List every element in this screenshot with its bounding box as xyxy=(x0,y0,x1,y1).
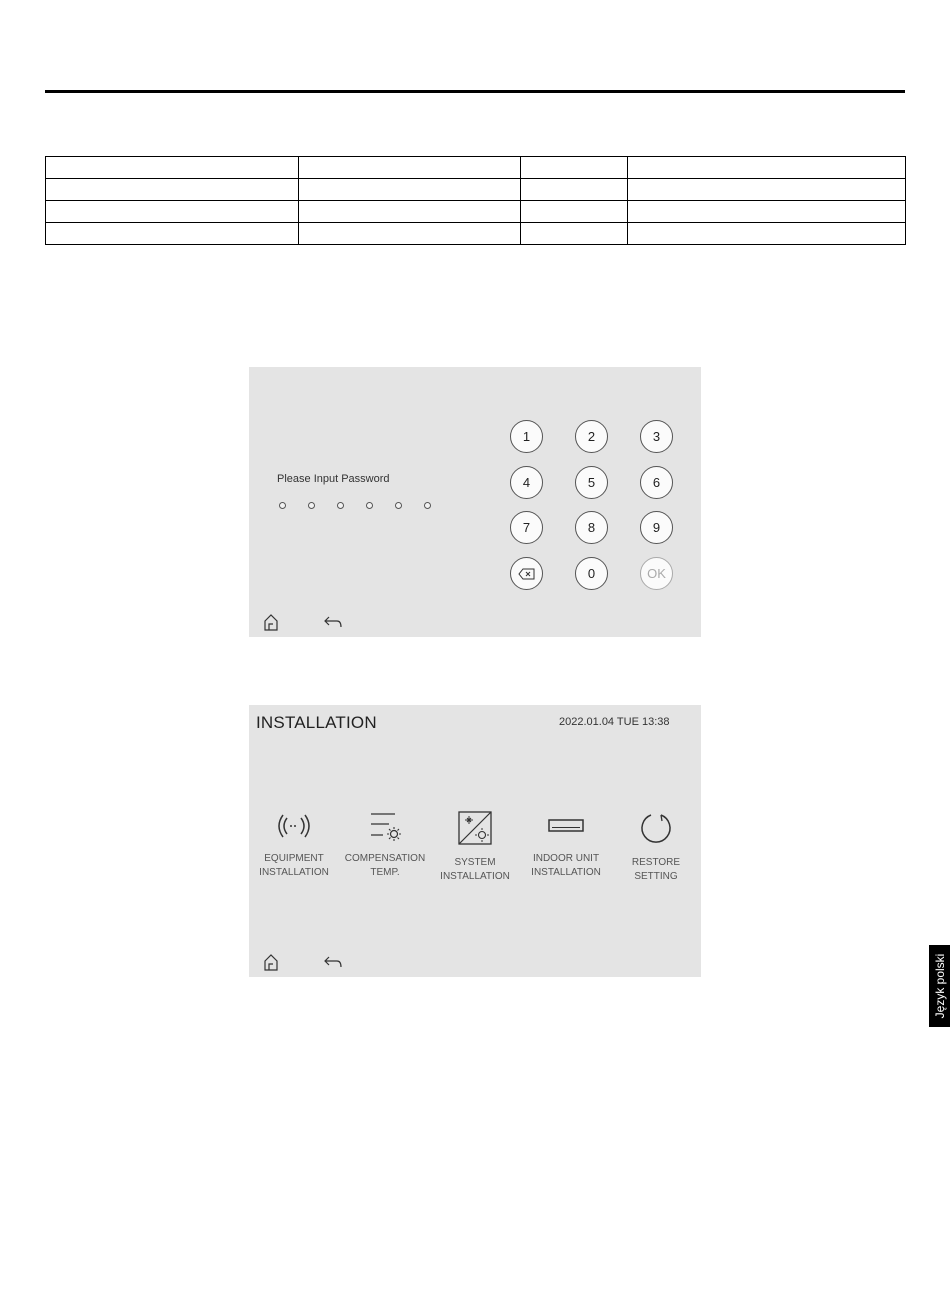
password-dot xyxy=(366,502,373,509)
wireless-signal-icon xyxy=(274,810,314,842)
item-label: EQUIPMENT INSTALLATION xyxy=(259,853,329,878)
header-rule xyxy=(45,90,905,93)
compensation-temp-icon xyxy=(365,810,405,842)
key-8[interactable]: 8 xyxy=(575,511,608,544)
key-2[interactable]: 2 xyxy=(575,420,608,453)
home-icon[interactable] xyxy=(263,613,279,631)
key-9[interactable]: 9 xyxy=(640,511,673,544)
table-row xyxy=(46,201,906,223)
installation-screen xyxy=(249,705,701,977)
table-row xyxy=(46,179,906,201)
spec-table xyxy=(45,156,906,245)
restore-setting-button[interactable] xyxy=(608,810,704,884)
key-7[interactable]: 7 xyxy=(510,511,543,544)
item-label: SYSTEM INSTALLATION xyxy=(440,857,510,882)
item-label: RESTORE SETTING xyxy=(631,857,681,882)
backspace-key[interactable] xyxy=(510,557,543,590)
password-dot xyxy=(424,502,431,509)
table-row xyxy=(46,223,906,245)
back-arrow-icon[interactable] xyxy=(323,955,343,969)
indoor-unit-icon xyxy=(546,810,586,842)
key-1[interactable]: 1 xyxy=(510,420,543,453)
page-title: INSTALLATION xyxy=(256,713,377,732)
key-6[interactable]: 6 xyxy=(640,466,673,499)
language-label: Język polski xyxy=(932,953,947,1019)
password-dot xyxy=(337,502,344,509)
system-installation-icon xyxy=(455,810,495,846)
restore-icon xyxy=(636,810,676,846)
equipment-installation-button[interactable] xyxy=(246,810,342,880)
compensation-temp-button[interactable] xyxy=(337,810,433,880)
home-icon[interactable] xyxy=(263,953,279,971)
datetime-display: 2022.01.04 TUE 13:38 xyxy=(559,716,670,728)
password-dots xyxy=(279,502,453,509)
key-0[interactable]: 0 xyxy=(575,557,608,590)
password-dot xyxy=(279,502,286,509)
key-4[interactable]: 4 xyxy=(510,466,543,499)
ok-key[interactable]: OK xyxy=(640,557,673,590)
backspace-icon xyxy=(518,568,536,580)
table-row xyxy=(46,157,906,179)
password-prompt: Please Input Password xyxy=(277,473,390,485)
back-arrow-icon[interactable] xyxy=(323,615,343,629)
item-label: INDOOR UNIT INSTALLATION xyxy=(531,853,601,878)
item-label: COMPENSATION TEMP. xyxy=(344,853,426,878)
password-dot xyxy=(308,502,315,509)
language-tab xyxy=(929,945,950,1027)
indoor-unit-installation-button[interactable] xyxy=(518,810,614,880)
key-3[interactable]: 3 xyxy=(640,420,673,453)
key-5[interactable]: 5 xyxy=(575,466,608,499)
password-dot xyxy=(395,502,402,509)
password-screen xyxy=(249,367,701,637)
system-installation-button[interactable] xyxy=(427,810,523,884)
